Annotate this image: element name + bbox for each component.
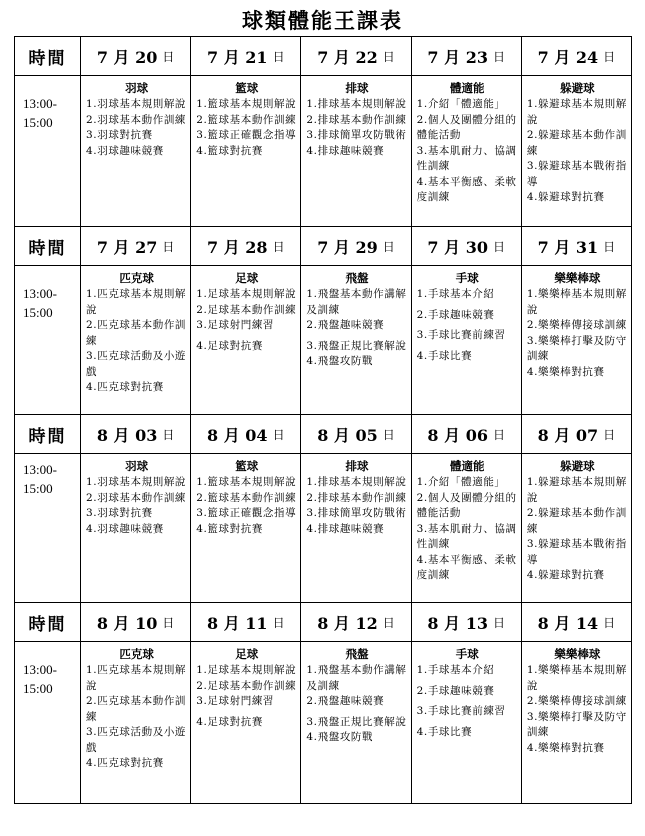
day-suffix: 日 [162, 427, 175, 442]
activity-item: 3.樂樂棒打擊及防守訓練 [526, 334, 627, 362]
week-block [14, 226, 632, 415]
week-header-row [15, 227, 631, 266]
week-header-row [15, 603, 631, 642]
activity-item: 3.羽球對抗賽 [86, 129, 153, 141]
activity-item: 2.匹克球基本動作訓練 [86, 319, 187, 347]
sport-name: 羽球 [125, 81, 149, 95]
activity-item: 1.足球基本規則解說 [196, 664, 297, 676]
day-suffix: 日 [162, 49, 175, 64]
sport-name: 手球 [455, 647, 479, 661]
time-start: 13:00- [23, 96, 57, 111]
activity-item: 2.羽球基本動作訓練 [86, 113, 187, 126]
sport-name: 籃球 [235, 81, 259, 95]
activity-item: 4.樂樂棒對抗賽 [526, 365, 605, 378]
activity-item: 3.籃球正確觀念指導 [196, 507, 297, 519]
activity-list [86, 663, 187, 772]
time-start: 13:00- [23, 662, 57, 677]
day-cell [301, 76, 411, 226]
activity-list [306, 663, 407, 746]
date-label: 8 月 03 [96, 425, 158, 445]
activity-list [86, 475, 187, 537]
time-start: 13:00- [23, 286, 57, 301]
date-label: 7 月 30 [427, 237, 488, 257]
activity-item: 3.飛盤正規比賽解說 [306, 715, 407, 728]
activity-item: 4.羽球趣味競賽 [86, 144, 164, 157]
day-cell [301, 642, 411, 803]
day-suffix: 日 [382, 239, 395, 254]
day-cell [191, 266, 301, 414]
activity-item: 3.基本肌耐力、協調性訓練 [416, 144, 517, 172]
date-label: 7 月 27 [96, 237, 158, 257]
activity-list [196, 663, 297, 730]
time-header: 時間 [15, 603, 81, 641]
date-header [191, 37, 301, 75]
activity-item: 1.羽球基本規則解說 [86, 476, 187, 488]
date-label: 7 月 24 [537, 47, 599, 67]
activity-item: 1.足球基本規則解說 [196, 288, 297, 300]
date-header [412, 37, 522, 75]
activity-item: 4.手球比賽 [416, 349, 473, 362]
sport-name: 匹克球 [119, 271, 154, 285]
day-cell [191, 642, 301, 803]
date-header [412, 227, 522, 265]
week-body-row [15, 76, 631, 226]
activity-list [196, 475, 297, 537]
activity-item: 1.匹克球基本規則解說 [86, 288, 187, 316]
day-suffix: 日 [272, 427, 285, 442]
day-suffix: 日 [492, 239, 505, 254]
activity-item: 1.飛盤基本動作講解及訓練 [306, 288, 407, 316]
activity-list [86, 97, 187, 159]
day-suffix: 日 [272, 615, 285, 630]
activity-item: 3.籃球正確觀念指導 [196, 129, 297, 141]
activity-item: 2.躲避球基本動作訓練 [526, 507, 627, 535]
activity-item: 3.排球簡單攻防戰術 [306, 507, 407, 519]
date-label: 8 月 13 [427, 613, 488, 633]
activity-item: 3.手球比賽前練習 [416, 329, 506, 341]
date-label: 8 月 04 [207, 425, 268, 445]
activity-item: 2.個人及團體分組的體能活動 [416, 113, 517, 141]
activity-item: 3.基本肌耐力、協調性訓練 [416, 522, 517, 550]
activity-list [417, 663, 518, 740]
day-suffix: 日 [382, 49, 395, 64]
activity-item: 1.介紹「體適能」 [416, 476, 506, 488]
date-label: 8 月 06 [427, 425, 488, 445]
date-header [191, 603, 301, 641]
activity-item: 1.手球基本介紹 [416, 288, 495, 300]
activity-list [417, 97, 518, 206]
activity-item: 3.羽球對抗賽 [86, 507, 153, 519]
activity-item: 2.飛盤趣味競賽 [306, 319, 385, 331]
date-label: 7 月 23 [427, 47, 488, 67]
day-cell [81, 642, 191, 803]
week-body-row [15, 642, 631, 803]
activity-item: 2.手球趣味競賽 [416, 684, 495, 697]
sport-name: 樂樂棒球 [554, 271, 601, 285]
activity-list [417, 475, 518, 584]
activity-list [527, 475, 628, 584]
date-header [301, 227, 411, 265]
sport-name: 躲避球 [560, 459, 595, 473]
date-label: 7 月 28 [207, 237, 268, 257]
day-suffix: 日 [603, 615, 616, 630]
page-title: 球類體能王課表 [242, 8, 403, 33]
activity-item: 1.樂樂棒基本規則解說 [526, 288, 627, 316]
week-body-row [15, 454, 631, 602]
sport-name: 飛盤 [345, 647, 369, 661]
activity-item: 2.匹克球基本動作訓練 [86, 695, 187, 723]
day-cell [191, 76, 301, 226]
activity-item: 2.排球基本動作訓練 [306, 491, 407, 504]
activity-item: 2.樂樂棒傳接球訓練 [526, 319, 627, 331]
day-suffix: 日 [382, 615, 395, 630]
day-cell [81, 454, 191, 602]
week-block [14, 414, 632, 603]
day-cell [301, 266, 411, 414]
activity-item: 2.躲避球基本動作訓練 [526, 129, 627, 157]
sport-name: 排球 [345, 81, 369, 95]
activity-item: 2.排球基本動作訓練 [306, 113, 407, 126]
activity-item: 3.匹克球活動及小遊戲 [86, 726, 187, 754]
activity-item: 4.排球趣味競賽 [306, 144, 385, 157]
activity-list [306, 97, 407, 159]
day-cell [81, 76, 191, 226]
day-suffix: 日 [272, 49, 285, 64]
day-suffix: 日 [162, 615, 175, 630]
activity-item: 1.羽球基本規則解說 [86, 98, 187, 110]
activity-item: 4.躲避球對抗賽 [526, 191, 605, 203]
date-header [81, 415, 191, 453]
activity-item: 3.樂樂棒打擊及防守訓練 [526, 710, 627, 738]
activity-item: 1.排球基本規則解說 [306, 476, 407, 488]
activity-item: 1.籃球基本規則解說 [196, 476, 297, 488]
activity-item: 4.躲避球對抗賽 [526, 569, 605, 581]
date-header [301, 37, 411, 75]
activity-item: 2.籃球基本動作訓練 [196, 113, 297, 126]
activity-item: 3.躲避球基本戰術指導 [526, 160, 627, 188]
time-end: 15:00 [23, 115, 53, 130]
time-slot [15, 454, 81, 602]
day-suffix: 日 [492, 427, 505, 442]
day-suffix: 日 [603, 239, 616, 254]
activity-list [306, 475, 407, 537]
activity-item: 2.樂樂棒傳接球訓練 [526, 695, 627, 707]
sport-name: 匹克球 [119, 647, 154, 661]
date-label: 8 月 05 [317, 425, 378, 445]
date-label: 7 月 22 [317, 47, 378, 67]
day-cell [412, 454, 522, 602]
sport-name: 籃球 [235, 459, 259, 473]
day-suffix: 日 [603, 49, 616, 64]
day-cell [522, 642, 631, 803]
activity-item: 3.匹克球活動及小遊戲 [86, 350, 187, 378]
activity-item: 3.排球簡單攻防戰術 [306, 129, 407, 141]
day-cell [412, 76, 522, 226]
date-header [522, 37, 631, 75]
day-suffix: 日 [603, 427, 616, 442]
activity-list [527, 663, 628, 756]
activity-item: 1.飛盤基本動作講解及訓練 [306, 664, 407, 692]
date-label: 8 月 14 [537, 613, 599, 633]
day-cell [191, 454, 301, 602]
activity-list [86, 287, 187, 396]
activity-list [196, 287, 297, 354]
date-label: 7 月 20 [96, 47, 158, 67]
date-header [81, 603, 191, 641]
activity-item: 4.基本平衡感、柔軟度訓練 [416, 553, 517, 581]
activity-list [306, 287, 407, 370]
activity-item: 1.樂樂棒基本規則解說 [526, 664, 627, 692]
date-label: 8 月 07 [537, 425, 599, 445]
sport-name: 飛盤 [345, 271, 369, 285]
activity-list [196, 97, 297, 159]
sport-name: 樂樂棒球 [554, 647, 601, 661]
activity-item: 4.羽球趣味競賽 [86, 522, 164, 535]
activity-item: 4.籃球對抗賽 [196, 522, 263, 535]
activity-item: 2.手球趣味競賽 [416, 308, 495, 321]
time-end: 15:00 [23, 305, 53, 320]
activity-item: 1.躲避球基本規則解說 [526, 476, 627, 504]
day-suffix: 日 [162, 239, 175, 254]
day-cell [522, 266, 631, 414]
activity-list [417, 287, 518, 364]
date-header [522, 603, 631, 641]
day-cell [412, 642, 522, 803]
sport-name: 體適能 [449, 81, 485, 95]
activity-list [527, 97, 628, 206]
sport-name: 足球 [235, 647, 259, 661]
activity-item: 2.足球基本動作訓練 [196, 303, 297, 316]
activity-item: 4.樂樂棒對抗賽 [526, 741, 605, 754]
activity-list [527, 287, 628, 380]
activity-item: 4.足球對抗賽 [196, 339, 263, 352]
date-header [412, 603, 522, 641]
activity-item: 2.個人及團體分組的體能活動 [416, 491, 517, 519]
activity-item: 2.足球基本動作訓練 [196, 679, 297, 692]
activity-item: 3.手球比賽前練習 [416, 705, 506, 717]
activity-item: 4.飛盤攻防戰 [306, 355, 374, 367]
date-label: 7 月 21 [207, 47, 268, 67]
activity-item: 4.匹克球對抗賽 [86, 381, 164, 393]
activity-item: 3.躲避球基本戰術指導 [526, 538, 627, 566]
activity-item: 1.手球基本介紹 [416, 664, 495, 676]
date-header [412, 415, 522, 453]
date-header [81, 37, 191, 75]
day-cell [522, 454, 631, 602]
date-label: 7 月 29 [317, 237, 378, 257]
date-label: 8 月 10 [96, 613, 158, 633]
activity-item: 1.躲避球基本規則解說 [526, 98, 627, 126]
activity-item: 1.籃球基本規則解說 [196, 98, 297, 110]
time-slot [15, 76, 81, 226]
activity-item: 3.足球射門練習 [196, 319, 275, 331]
day-cell [412, 266, 522, 414]
activity-item: 1.排球基本規則解說 [306, 98, 407, 110]
time-slot [15, 642, 81, 803]
sport-name: 排球 [345, 459, 369, 473]
date-header [191, 227, 301, 265]
week-header-row [15, 37, 631, 76]
day-cell [301, 454, 411, 602]
day-cell [81, 266, 191, 414]
time-start: 13:00- [23, 462, 57, 477]
activity-item: 4.排球趣味競賽 [306, 522, 385, 535]
day-suffix: 日 [492, 615, 505, 630]
date-header [301, 415, 411, 453]
week-header-row [15, 415, 631, 454]
time-header: 時間 [15, 227, 81, 265]
activity-item: 3.飛盤正規比賽解說 [306, 339, 407, 352]
week-body-row [15, 266, 631, 414]
time-header: 時間 [15, 415, 81, 453]
sport-name: 羽球 [125, 459, 149, 473]
activity-item: 4.飛盤攻防戰 [306, 731, 374, 743]
day-suffix: 日 [382, 427, 395, 442]
date-header [301, 603, 411, 641]
activity-item: 2.飛盤趣味競賽 [306, 695, 385, 707]
time-end: 15:00 [23, 681, 53, 696]
activity-item: 2.籃球基本動作訓練 [196, 491, 297, 504]
day-suffix: 日 [492, 49, 505, 64]
time-slot [15, 266, 81, 414]
date-header [522, 227, 631, 265]
sport-name: 手球 [455, 271, 479, 285]
date-label: 8 月 12 [317, 613, 378, 633]
date-header [522, 415, 631, 453]
week-block [14, 36, 632, 227]
date-header [81, 227, 191, 265]
time-header: 時間 [15, 37, 81, 75]
activity-item: 4.足球對抗賽 [196, 715, 263, 728]
sport-name: 足球 [235, 271, 259, 285]
activity-item: 4.基本平衡感、柔軟度訓練 [416, 175, 517, 203]
day-cell [522, 76, 631, 226]
activity-item: 4.匹克球對抗賽 [86, 757, 164, 769]
day-suffix: 日 [272, 239, 285, 254]
date-header [191, 415, 301, 453]
date-label: 7 月 31 [537, 237, 599, 257]
sport-name: 體適能 [449, 459, 485, 473]
activity-item: 3.足球射門練習 [196, 695, 275, 707]
activity-item: 2.羽球基本動作訓練 [86, 491, 187, 504]
date-label: 8 月 11 [207, 613, 268, 633]
time-end: 15:00 [23, 481, 53, 496]
activity-item: 4.籃球對抗賽 [196, 144, 263, 157]
activity-item: 4.手球比賽 [416, 725, 473, 738]
activity-item: 1.匹克球基本規則解說 [86, 664, 187, 692]
week-block [14, 602, 632, 804]
sport-name: 躲避球 [560, 81, 595, 95]
activity-item: 1.介紹「體適能」 [416, 98, 506, 110]
